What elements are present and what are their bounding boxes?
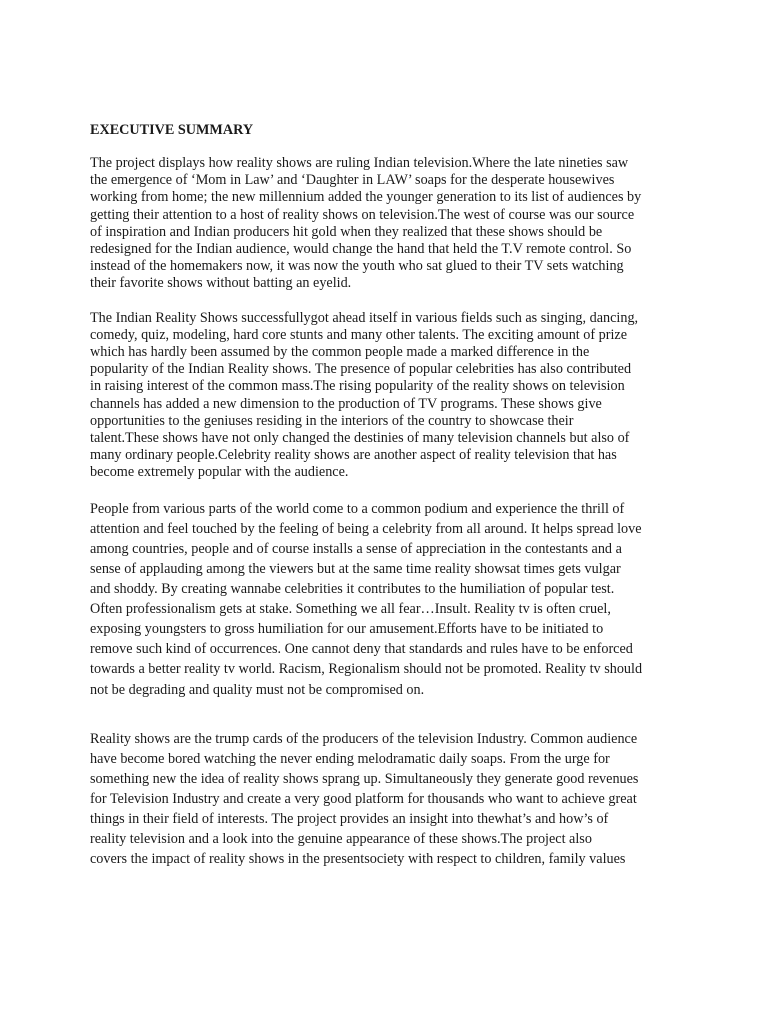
text-line: many ordinary people.Celebrity reality shows are another aspect of reality television that has [90, 447, 617, 464]
paragraph-trump-cards [90, 729, 680, 870]
text-line: Reality shows are the trump cards of the producers of the television Industry. Common audience [90, 730, 638, 747]
text-line: have become bored watching the never ending melodramatic daily soaps. From the urge for [90, 750, 610, 767]
text-line: talent.These shows have not only changed the destinies of many television channels but also of [90, 430, 630, 447]
document-page [90, 122, 680, 869]
text-line: in raising interest of the common mass.The rising popularity of the reality shows on television [90, 378, 625, 395]
text-line: among countries, people and of course installs a sense of appreciation in the contestants and a [90, 540, 622, 557]
text-line: become extremely popular with the audience. [90, 464, 349, 481]
text-line: Often professionalism gets at stake. Something we all fear…Insult. Reality tv is often cruel, [90, 601, 611, 618]
text-line: their favorite shows without batting an eyelid. [90, 275, 352, 292]
text-line: for Television Industry and create a very good platform for thousands who want to achieve great [90, 790, 637, 807]
text-line: instead of the homemakers now, it was now the youth who sat glued to their TV sets watching [90, 258, 624, 275]
text-line: exposing youngsters to gross humiliation for our amusement.Efforts have to be initiated to [90, 621, 604, 638]
text-line: towards a better reality tv world. Racism, Regionalism should not be promoted. Reality tv should [90, 661, 643, 678]
text-line: the emergence of ‘Mom in Law’ and ‘Daughter in LAW’ soaps for the desperate housewives [90, 172, 615, 189]
text-line: sense of applauding among the viewers but at the same time reality showsat times gets vulgar [90, 560, 621, 577]
text-line: channels has added a new dimension to the production of TV programs. These shows give [90, 395, 602, 412]
paragraph-indian-reality-shows [90, 310, 680, 482]
text-line: attention and feel touched by the feeling of being a celebrity from all around. It helps spread love [90, 520, 642, 537]
paragraph-people-world [90, 499, 680, 700]
text-line: remove such kind of occurrences. One cannot deny that standards and rules have to be enforced [90, 641, 633, 658]
text-line: popularity of the Indian Reality shows. The presence of popular celebrities has also contributed [90, 361, 632, 378]
text-line: getting their attention to a host of reality shows on television.The west of course was our source [90, 206, 635, 223]
text-line: reality television and a look into the genuine appearance of these shows.The project also [90, 831, 592, 848]
text-line: working from home; the new millennium added the younger generation to its list of audiences by [90, 189, 642, 206]
text-line: of inspiration and Indian producers hit gold when they realized that these shows should be [90, 223, 603, 240]
text-line: redesigned for the Indian audience, would change the hand that held the T.V remote control. So [90, 241, 632, 258]
text-line: People from various parts of the world come to a common podium and experience the thrill of [90, 500, 625, 517]
text-line: comedy, quiz, modeling, hard core stunts and many other talents. The exciting amount of prize [90, 326, 628, 343]
section-heading: EXECUTIVE SUMMARY [90, 122, 254, 138]
text-line: The project displays how reality shows are ruling Indian television.Where the late nineties saw [90, 155, 629, 171]
text-line: and shoddy. By creating wannabe celebrities it contributes to the humiliation of popular test. [90, 581, 615, 598]
text-line: which has hardly been assumed by the common people made a marked difference in the [90, 344, 590, 361]
text-line: not be degrading and quality must not be compromised on. [90, 681, 425, 698]
paragraph-intro [90, 155, 680, 293]
text-line: things in their field of interests. The project provides an insight into thewhat’s and how’s of [90, 810, 609, 827]
text-line: opportunities to the geniuses residing in the interiors of the country to showcase their [90, 412, 574, 429]
text-line: covers the impact of reality shows in the presentsociety with respect to children, family values [90, 851, 626, 868]
text-line: The Indian Reality Shows successfullygot ahead itself in various fields such as singing, dancing, [90, 309, 639, 326]
text-line: something new the idea of reality shows sprang up. Simultaneously they generate good revenues [90, 770, 639, 787]
